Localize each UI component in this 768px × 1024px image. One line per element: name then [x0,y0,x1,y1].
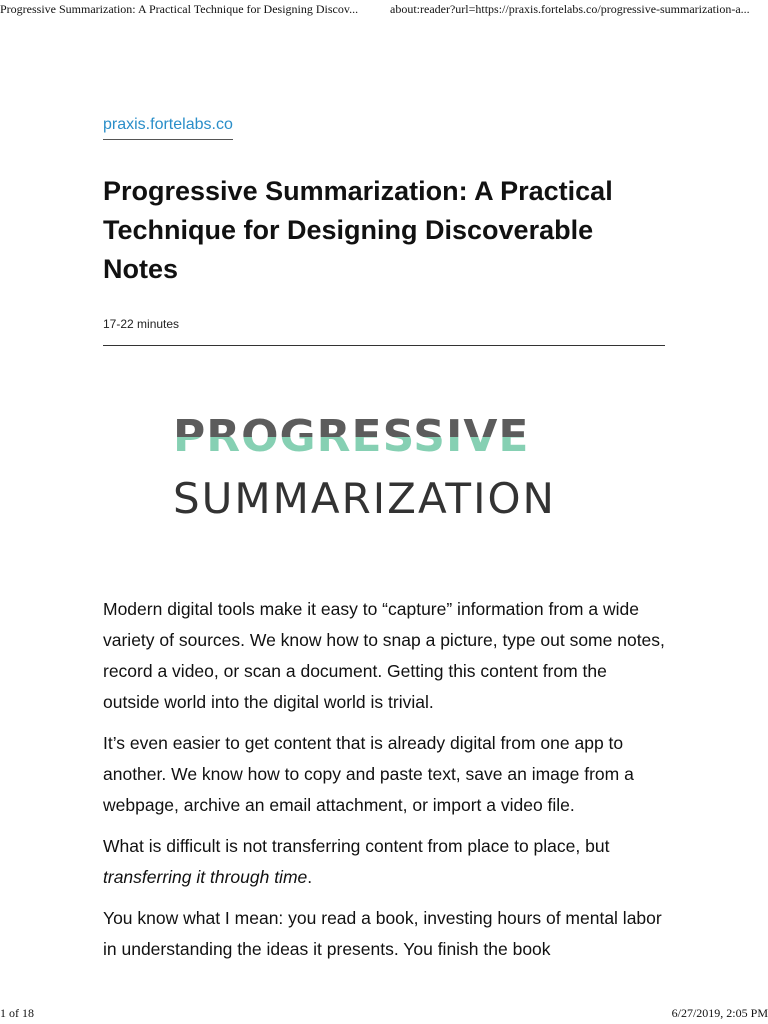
print-header-title: Progressive Summarization: A Practical Technique for Designing Discov... [0,2,359,16]
page-title: Progressive Summarization: A Practical Technique for Designing Discoverable Notes [103,176,613,284]
paragraph-3-emphasis: transferring it through time [103,867,308,887]
article [103,116,665,975]
print-header [0,2,768,18]
article-body [103,594,665,965]
print-date: 6/27/2019, 2:05 PM [671,1006,768,1020]
hero-text-line2: SUMMARIZATION [173,474,556,523]
paragraph-4: You know what I mean: you read a book, investing hours of mental labor in understanding the ideas it presents. You finish the book [103,908,662,959]
source-domain-link[interactable]: praxis.fortelabs.co [103,116,233,140]
paragraph-3-text: What is difficult is not transferring content from place to place, but [103,836,610,856]
read-time: 17-22 minutes [103,317,180,331]
paragraph-2: It’s even easier to get content that is already digital from one app to another. We know how to copy and paste text, save an image from a webpage, archive an email attachment, or import a video file. [103,733,634,815]
hero-image [173,412,593,532]
paragraph-3 [103,831,665,893]
divider [103,345,665,346]
hero-text-line1: PROGRESSIVE [173,411,530,462]
print-footer [0,1006,768,1022]
page-number: 1 of 18 [0,1006,34,1020]
paragraph-3-end: . [307,867,313,887]
print-header-url: about:reader?url=https://praxis.fortelabs.co/progressive-summarization-a... [390,2,750,16]
paragraph-1: Modern digital tools make it easy to “capture” information from a wide variety of sources. We know how to snap a picture, type out some notes, record a video, or scan a document. Getting this content from the outside world into the digital world is trivial. [103,599,665,712]
